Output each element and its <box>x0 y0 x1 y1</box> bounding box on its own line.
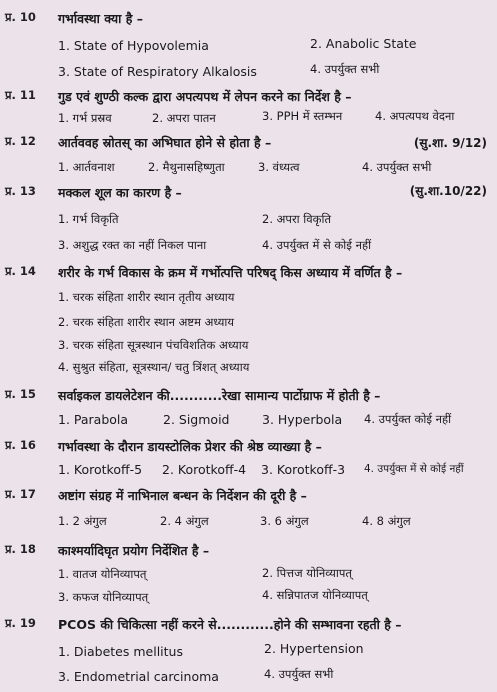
question-number: प्र. 17 <box>5 487 36 501</box>
option-1: 1. State of Hypovolemia <box>58 38 209 53</box>
option-2: 2. Korotkoff-4 <box>162 462 247 477</box>
question-number: प्र. 14 <box>5 264 36 278</box>
option-3: 3. Endometrial carcinoma <box>58 669 219 684</box>
option-1: 1. Korotkoff-5 <box>58 462 143 477</box>
question-text: PCOS की चिकित्सा नहीं करने से............होने की सम्भावना रहती है – <box>58 617 402 632</box>
option-3: 3. वंध्यत्व <box>258 160 300 174</box>
question-number: प्र. 19 <box>5 616 36 630</box>
question-number: प्र. 12 <box>5 134 36 148</box>
question-number: प्र. 16 <box>5 438 36 452</box>
question-text: गर्भावस्था के दौरान डायस्टोलिक प्रेशर की श्रेष्ठ व्याख्या है – <box>58 439 322 454</box>
option-4: 4. 8 अंगुल <box>362 514 411 528</box>
option-4: 4. उपर्युक्त कोई नहीं <box>364 412 452 426</box>
option-2: 2. Anabolic State <box>310 36 417 51</box>
question-number: प्र. 10 <box>5 10 36 24</box>
question-number: प्र. 15 <box>5 387 36 401</box>
option-4: 4. उपर्युक्त में से कोई नहीं <box>364 463 464 475</box>
option-1: 1. वातज योनिव्यापत् <box>58 567 147 581</box>
option-3: 3. PPH में स्तम्भन <box>262 109 343 123</box>
option-4: 4. उपर्युक्त में से कोई नहीं <box>262 238 372 252</box>
option-2: 2. 4 अंगुल <box>160 514 209 528</box>
option-2: 2. अपरा पातन <box>152 111 216 125</box>
option-1: 1. आर्तवनाश <box>58 160 115 174</box>
option-4: 4. उपर्युक्त सभी <box>310 62 380 76</box>
option-1: 1. चरक संहिता शारीर स्थान तृतीय अध्याय <box>58 290 235 304</box>
question-number: प्र. 11 <box>5 88 36 102</box>
question-number: प्र. 13 <box>5 184 36 198</box>
option-3: 3. State of Respiratory Alkalosis <box>58 64 257 79</box>
option-2: 2. Hypertension <box>264 641 364 656</box>
option-1: 1. गर्भ प्रस्रव <box>58 111 112 125</box>
option-3: 3. चरक संहिता सूत्रस्थान पंचविशतिक अध्याय <box>58 338 249 352</box>
reference: (सु.शा. 9/12) <box>413 136 487 150</box>
question-text: गर्भावस्था क्या है – <box>58 11 143 26</box>
question-text: अष्टांग संग्रह में नाभिनाल बन्धन के निर्देशन की दूरी है – <box>58 488 307 503</box>
option-3: 3. कफज योनिव्यापत् <box>58 590 149 604</box>
option-1: 1. 2 अंगुल <box>58 514 107 528</box>
option-2: 2. Sigmoid <box>163 412 230 427</box>
option-1: 1. Diabetes mellitus <box>58 644 183 659</box>
option-4: 4. सन्निपातज योनिव्यापत् <box>262 588 368 602</box>
option-1: 1. Parabola <box>58 412 129 427</box>
question-text: गुड एवं शुण्ठी कल्क द्वारा अपत्यपथ में लेपन करने का निर्देश है – <box>58 89 352 104</box>
option-3: 3. Hyperbola <box>262 412 343 427</box>
option-3: 3. Korotkoff-3 <box>261 462 346 477</box>
question-text: मक्कल शूल का कारण है – <box>58 185 182 200</box>
option-2: 2. मैथुनासहिष्णुता <box>148 160 225 174</box>
option-4: 4. उपर्युक्त सभी <box>362 160 432 174</box>
question-text: शरीर के गर्भ विकास के क्रम में गर्भोत्पत्ति परिषद् किस अध्याय में वर्णित है – <box>58 265 403 280</box>
question-text: काश्मर्यादिघृत प्रयोग निर्देशित है – <box>58 543 210 558</box>
question-text: आर्तववह स्रोतस् का अभिघात होने से होता है – <box>58 135 272 150</box>
option-1: 1. गर्भ विकृति <box>58 212 119 226</box>
question-text: सर्वाइकल डायलेटेशन की...........रेखा सामान्य पार्टोग्राफ में होती है – <box>58 388 381 403</box>
option-4: 4. सुश्रुत संहिता, सूत्रस्थान/ चतु त्रिंशत् अध्याय <box>58 360 250 374</box>
option-3: 3. अशुद्ध रक्त का नहीं निकल पाना <box>58 238 207 252</box>
question-number: प्र. 18 <box>5 542 36 556</box>
option-2: 2. चरक संहिता शारीर स्थान अष्टम अध्याय <box>58 315 235 329</box>
option-4: 4. अपत्यपथ वेदना <box>375 109 455 123</box>
option-3: 3. 6 अंगुल <box>260 514 309 528</box>
option-4: 4. उपर्युक्त सभी <box>264 667 334 681</box>
option-2: 2. पित्तज योनिव्यापत् <box>262 566 352 580</box>
option-2: 2. अपरा विकृति <box>262 212 332 226</box>
reference: (सु.शा.10/22) <box>409 184 487 198</box>
